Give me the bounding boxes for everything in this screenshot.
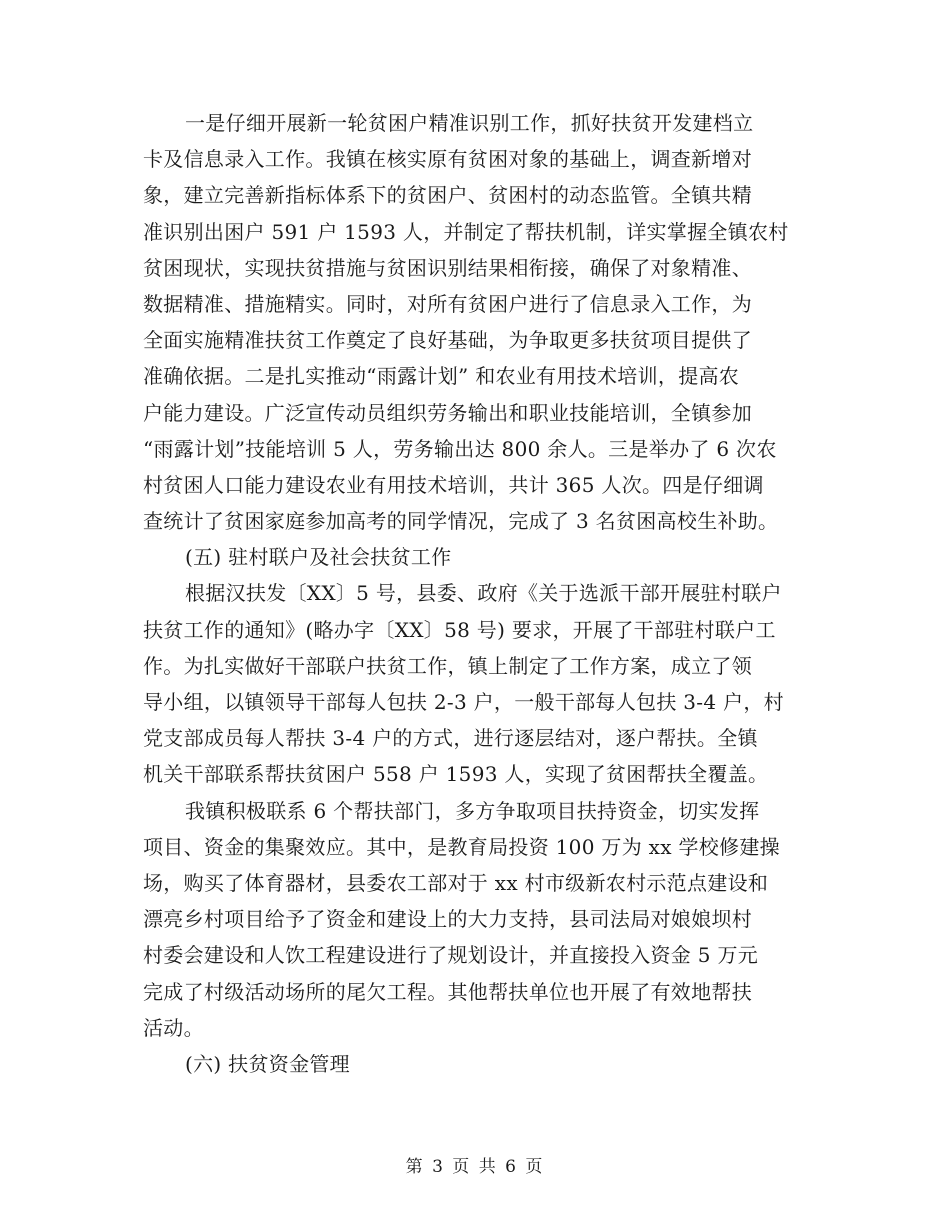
section-heading-6: (六) 扶贫资金管理 — [185, 1051, 350, 1076]
text-line: 准确依据。二是扎实推动“雨露计划” 和农业有用技术培训，提高农 — [143, 364, 740, 389]
text-line: 贫困现状，实现扶贫措施与贫困识别结果相衔接，确保了对象精准、 — [143, 255, 752, 280]
document-body — [143, 105, 811, 1082]
text-line: 我镇积极联系 6 个帮扶部门，多方争取项目扶持资金，切实发挥 — [185, 798, 760, 823]
text-line: 导小组，以镇领导干部每人包扶 2-3 户，一般干部每人包扶 3-4 户，村 — [143, 690, 784, 714]
text-line: 准识别出困户 591 户 1593 人，并制定了帮扶机制，详实掌握全镇农村 — [143, 219, 789, 244]
text-line: 一是仔细开展新一轮贫困户精准识别工作，抓好扶贫开发建档立 — [185, 111, 754, 135]
text-line: 数据精准、措施精实。同时，对所有贫困户进行了信息录入工作，为 — [143, 291, 752, 316]
text-line: 完成了村级活动场所的尾欠工程。其他帮扶单位也开展了有效地帮扶 — [143, 979, 752, 1004]
text-line: 漂亮乡村项目给予了资金和建设上的大力支持，县司法局对娘娘坝村 — [143, 907, 752, 932]
text-line: 村贫困人口能力建设农业有用技术培训，共计 365 人次。四是仔细调 — [143, 472, 764, 497]
text-line: 党支部成员每人帮扶 3-4 户的方式，进行逐层结对，逐户帮扶。全镇 — [143, 726, 758, 751]
text-line: 村委会建设和人饮工程建设进行了规划设计，并直接投入资金 5 万元 — [143, 943, 759, 968]
text-line: 作。为扎实做好干部联户扶贫工作，镇上制定了工作方案，成立了领 — [143, 653, 752, 678]
text-line: 机关干部联系帮扶贫困户 558 户 1593 人，实现了贫困帮扶全覆盖。 — [143, 762, 769, 787]
text-line: “雨露计划”技能培训 5 人，劳务输出达 800 余人。三是举办了 6 次农 — [143, 436, 777, 461]
text-line: 根据汉扶发〔XX〕5 号，县委、政府《关于选派干部开展驻村联户 — [185, 581, 782, 606]
text-line: 象，建立完善新指标体系下的贫困户、贫困村的动态监管。全镇共精 — [143, 183, 752, 208]
text-line: 户能力建设。广泛宣传动员组织劳务输出和职业技能培训，全镇参加 — [143, 400, 752, 425]
page-number-footer: 第 3 页 共 6 页 — [405, 1157, 545, 1177]
text-line: 场，购买了体育器材，县委农工部对于 xx 村市级新农村示范点建设和 — [143, 870, 769, 895]
text-line: 扶贫工作的通知》(略办字〔XX〕58 号) 要求，开展了干部驻村联户工 — [143, 617, 776, 642]
text-line: 卡及信息录入工作。我镇在核实原有贫困对象的基础上，调查新增对 — [143, 147, 752, 172]
section-heading-5: (五) 驻村联户及社会扶贫工作 — [185, 545, 452, 570]
text-line: 活动。 — [143, 1015, 204, 1040]
text-line: 查统计了贫困家庭参加高考的同学情况，完成了 3 名贫困高校生补助。 — [143, 509, 779, 534]
text-line: 项目、资金的集聚效应。其中，是教育局投资 100 万为 xx 学校修建操 — [143, 834, 780, 859]
text-line: 全面实施精准扶贫工作奠定了良好基础，为争取更多扶贫项目提供了 — [143, 328, 752, 353]
